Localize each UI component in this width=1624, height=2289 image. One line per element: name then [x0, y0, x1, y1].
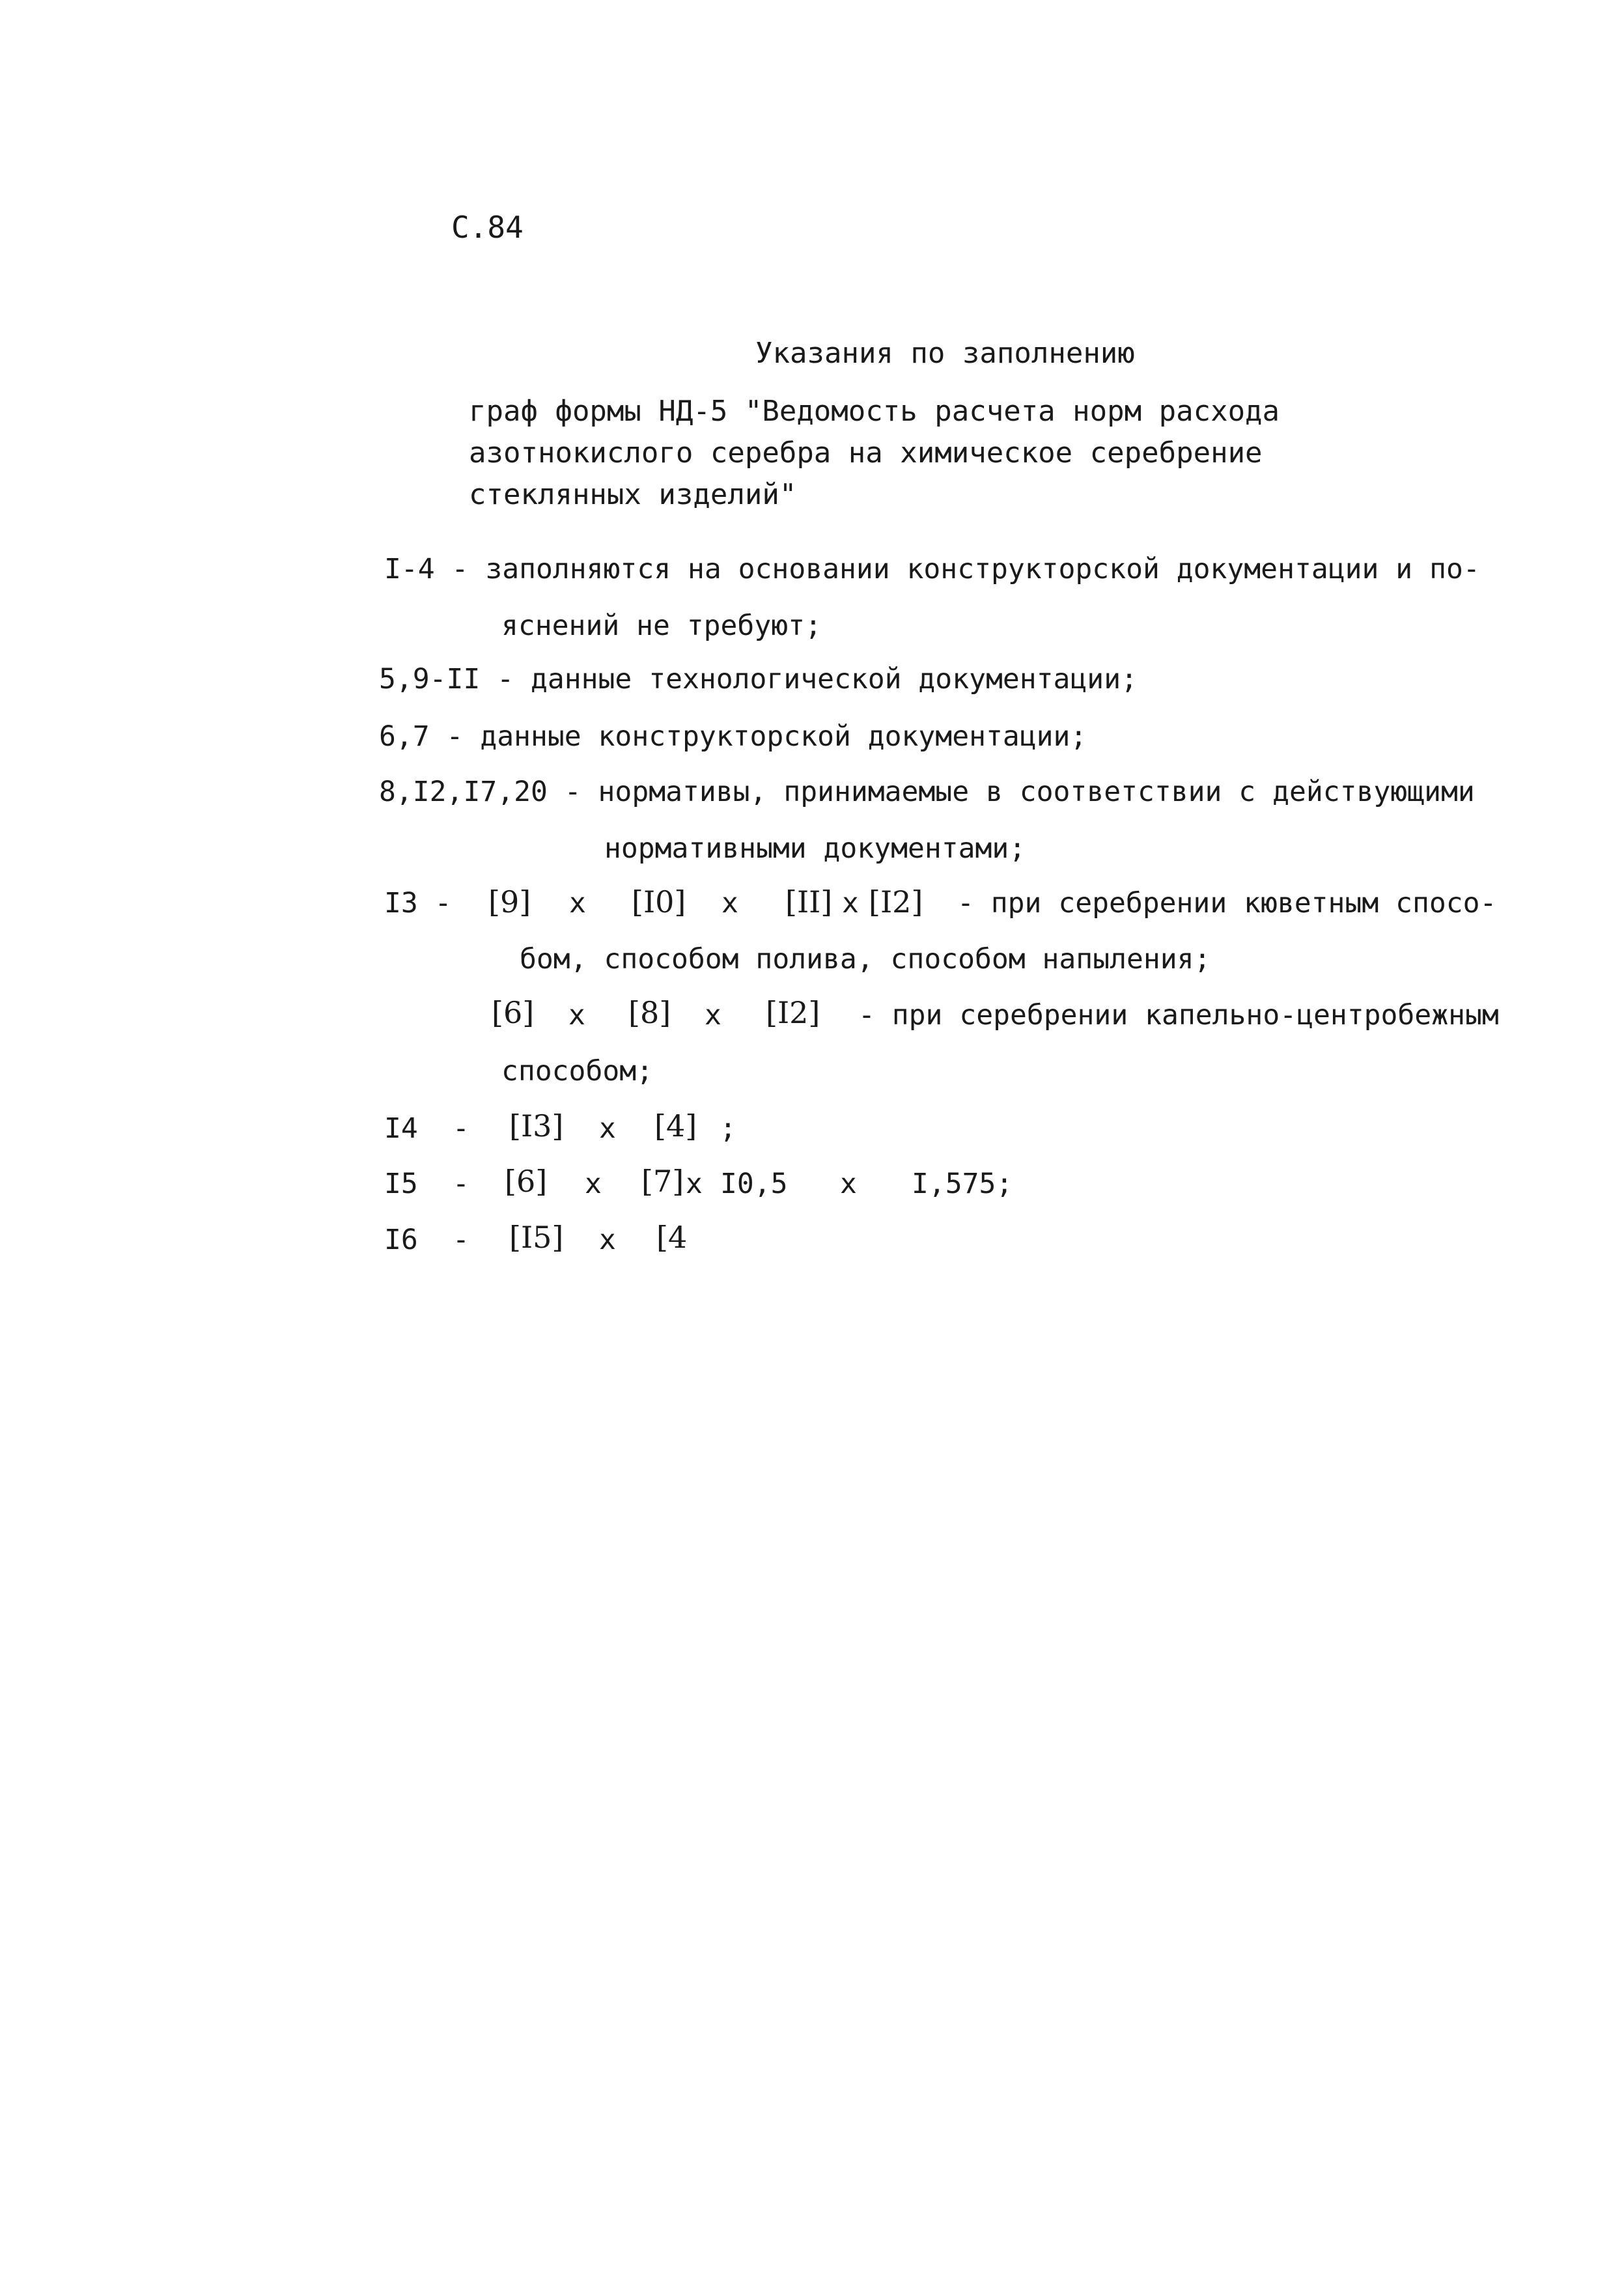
entry-5-multiply-2: х: [721, 887, 738, 920]
entry-8-label: I6: [384, 1224, 418, 1256]
entry-5-ref-6: [6]: [492, 995, 535, 1030]
entry-8-multiply: х: [599, 1224, 616, 1256]
entry-1-line-2: яснений не требуют;: [501, 610, 822, 642]
entry-7-ref-6: [6]: [505, 1164, 548, 1199]
entry-4-line-1: 8,I2,I7,20 - нормативы, принимаемые в соответствии с действующими: [379, 776, 1475, 808]
subtitle-line-1: граф формы НД-5 "Ведомость расчета норм расхода: [469, 395, 1280, 428]
subtitle-line-3: стеклянных изделий": [469, 478, 797, 511]
entry-2: 5,9-II - данные технологической документации;: [379, 663, 1138, 695]
entry-5-ref-12: [I2]: [869, 884, 923, 920]
entry-7-constant-1: I0,5: [720, 1168, 788, 1200]
entry-1-line-1: I-4 - заполняются на основании конструкторской документации и по-: [384, 553, 1480, 585]
entry-6-end: ;: [720, 1112, 736, 1145]
entry-5-line-2: бом, способом полива, способом напыления;: [520, 943, 1211, 976]
entry-7-multiply-2: х: [686, 1168, 703, 1200]
entry-5-ref-8: [8]: [628, 995, 671, 1030]
document-title: Указания по заполнению: [755, 337, 1135, 370]
entry-7-multiply-1: х: [585, 1168, 602, 1200]
entry-8-ref-15: [I5]: [509, 1220, 564, 1255]
entry-6-multiply: х: [599, 1112, 616, 1145]
entry-7-ref-7: [7]: [641, 1164, 684, 1199]
entry-8-dash: -: [453, 1224, 469, 1256]
entry-6-dash: -: [453, 1112, 469, 1145]
entry-5-text-1: - при серебрении кюветным спосо-: [957, 887, 1497, 920]
entry-7-constant-2: I,575;: [912, 1168, 1013, 1200]
entry-5-multiply-4: х: [568, 999, 585, 1032]
entry-6-label: I4: [384, 1112, 418, 1145]
entry-5-line-4: способом;: [501, 1055, 653, 1088]
entry-5-ref-9: [9]: [488, 884, 531, 920]
entry-5-multiply-3: х: [842, 887, 859, 920]
entry-7-label: I5: [384, 1168, 418, 1200]
entry-5-text-2: - при серебрении капельно-центробежным: [858, 999, 1499, 1032]
entry-5-multiply-5: х: [705, 999, 721, 1032]
entry-8-ref-4: [4: [656, 1220, 688, 1255]
entry-5-multiply-1: х: [569, 887, 586, 920]
entry-3: 6,7 - данные конструкторской документации;: [379, 720, 1087, 753]
entry-7-dash: -: [453, 1168, 469, 1200]
entry-5-ref-10: [I0]: [632, 884, 686, 920]
page-number: С.84: [451, 210, 524, 245]
entry-6-ref-13: [I3]: [509, 1108, 564, 1144]
entry-7-multiply-3: х: [840, 1168, 857, 1200]
entry-4-line-2: нормативными документами;: [604, 832, 1026, 865]
entry-5-ref-12b: [I2]: [766, 995, 820, 1030]
entry-5-label: I3 -: [384, 887, 452, 920]
entry-6-ref-4: [4]: [654, 1108, 697, 1144]
subtitle-line-2: азотнокислого серебра на химическое серебрение: [469, 436, 1263, 470]
entry-5-ref-11: [II]: [785, 884, 833, 920]
